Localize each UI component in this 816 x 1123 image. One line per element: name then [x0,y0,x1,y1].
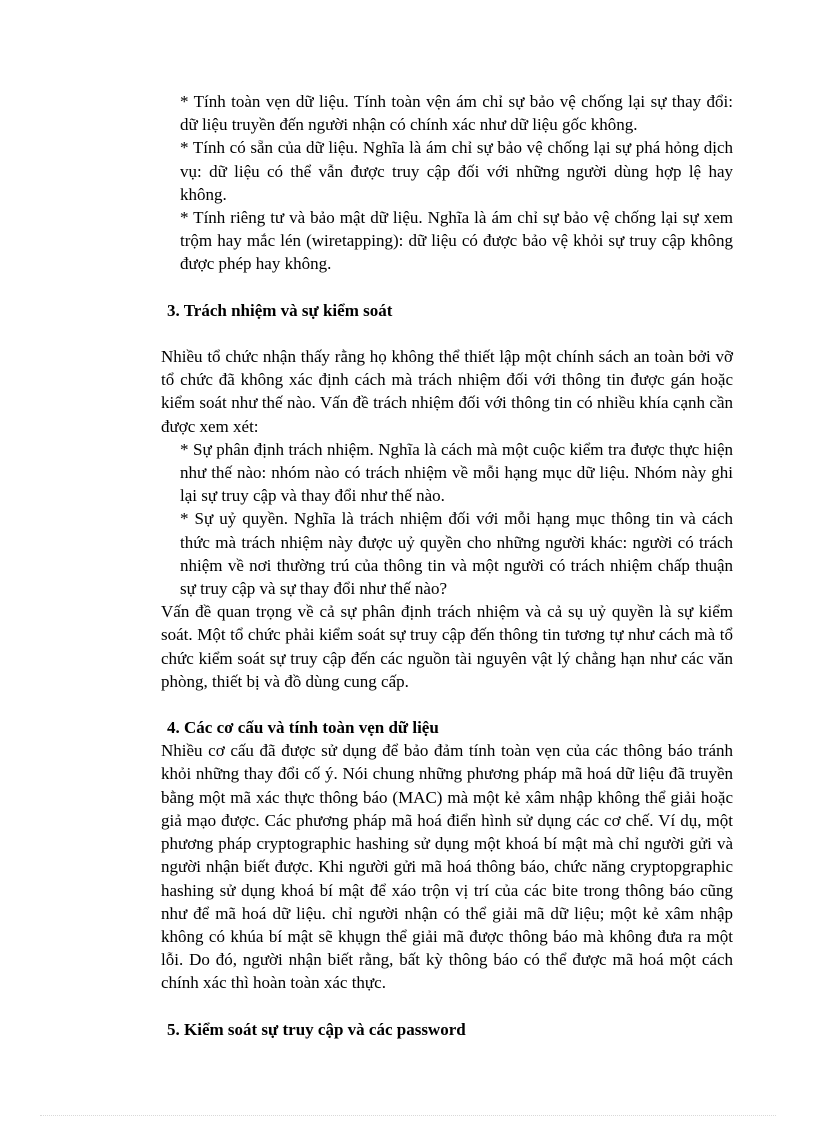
spacer [161,995,733,1018]
section-5-heading: 5. Kiểm soát sự truy cập và các password [167,1019,466,1039]
page-bottom-divider [40,1115,776,1116]
text-column [161,90,733,1041]
bullet-accountability: * Sự phân định trách nhiệm. Nghĩa là cách mà một cuộc kiểm tra được thực hiện như thế nào: nhóm nào có trách nhiệm về mỗi hạng mục dữ liệu. Nhóm này ghi lại sự truy cập và thay đổi như thế nào. [180,439,733,506]
bullet-authorization: * Sự uỷ quyền. Nghĩa là trách nhiệm đối với mỗi hạng mục thông tin và cách thức mà trách nhiệm này được uỷ quyền cho những người khác: người có trách nhiệm về nơi thường trú của thông tin và một người có trách nhiệm chấp thuận sự truy cập và sự thay đổi như thế nào? [180,509,733,599]
section-3-paragraph-1 [161,322,733,438]
bullet-availability: * Tính có sẵn của dữ liệu. Nghĩa là ám chỉ sự bảo vệ chống lại sự phá hỏng dịch vụ: dữ liệu có thể vẫn được truy cập đối với những người dùng hợp lệ hay không. [180,138,733,204]
section-3-paragraph-2: Vấn đề quan trọng về cả sự phân định trách nhiệm và cả sụ uỷ quyền là sự kiểm soát. Một tổ chức phải kiểm soát sự truy cập đến thông tin tương tự như cách mà tổ chức kiểm soát sự truy cập đến các nguồn tài nguyên vật lý chẳng hạn như các văn phòng, thiết bị và đồ dùng cung cấp. [161,602,733,691]
section-4-paragraph: Nhiều cơ cấu đã được sử dụng để bảo đảm tính toàn vẹn của các thông báo tránh khỏi những thay đổi cố ý. Nói chung những phương pháp mã hoá dữ liệu đã truyền bằng một mã xác thực thông báo (MAC) mà một kẻ xâm nhập không thể giải hoặc giả mạo được. Các phương pháp mã hoá điển hình sử dụng các cơ chế. Ví dụ, một phương pháp cryptographic hashing sử dụng một khoá bí mật mà chỉ người gửi và người nhận biết được. Khi người gửi mã hoá thông báo, chức năng cryptopgraphic hashing sử dụng khoá bí mật để xáo trộn vị trí của các bite trong thông báo cũng như để mã hoá dữ liệu. chỉ người nhận có thể giải mã dữ liệu; một kẻ xâm nhập không có khúa bí mật sẽ khụgn thể giải mã được thông báo mà không đưa ra một lỗi. Do đó, người nhận biết rằng, bất kỳ thông báo có thể được mã hoá một cách chính xác thì hoàn toàn xác thực. [161,741,733,993]
spacer [161,276,733,299]
section-3-paragraph-1-text: Nhiều tổ chức nhận thấy rằng họ không thể thiết lập một chính sách an toàn bởi vỡ tổ chức đã không xác định cách mà trách nhiệm đối với thông tin được gán hoặc kiểm soát như thế nào. Vấn đề trách nhiệm đối với thông tin có nhiều khía cạnh cần được xem xét: [161,347,733,436]
section-3-heading: 3. Trách nhiệm và sự kiểm soát [167,300,393,320]
section-4-heading: 4. Các cơ cấu và tính toàn vẹn dữ liệu [167,718,439,738]
spacer [161,693,733,716]
bullet-integrity: * Tính toàn vẹn dữ liệu. Tính toàn vện ám chỉ sự bảo vệ chống lại sự thay đổi: dữ liệu truyền đến người nhận có chính xác như dữ liệu gốc không. [180,92,733,135]
bullet-privacy: * Tính riêng tư và bảo mật dữ liệu. Nghĩa là ám chỉ sự bảo vệ chống lại sự xem trộm hay mắc lén (wiretapping): dữ liệu có được bảo vệ khỏi sự truy cập không được phép hay không. [180,208,733,274]
